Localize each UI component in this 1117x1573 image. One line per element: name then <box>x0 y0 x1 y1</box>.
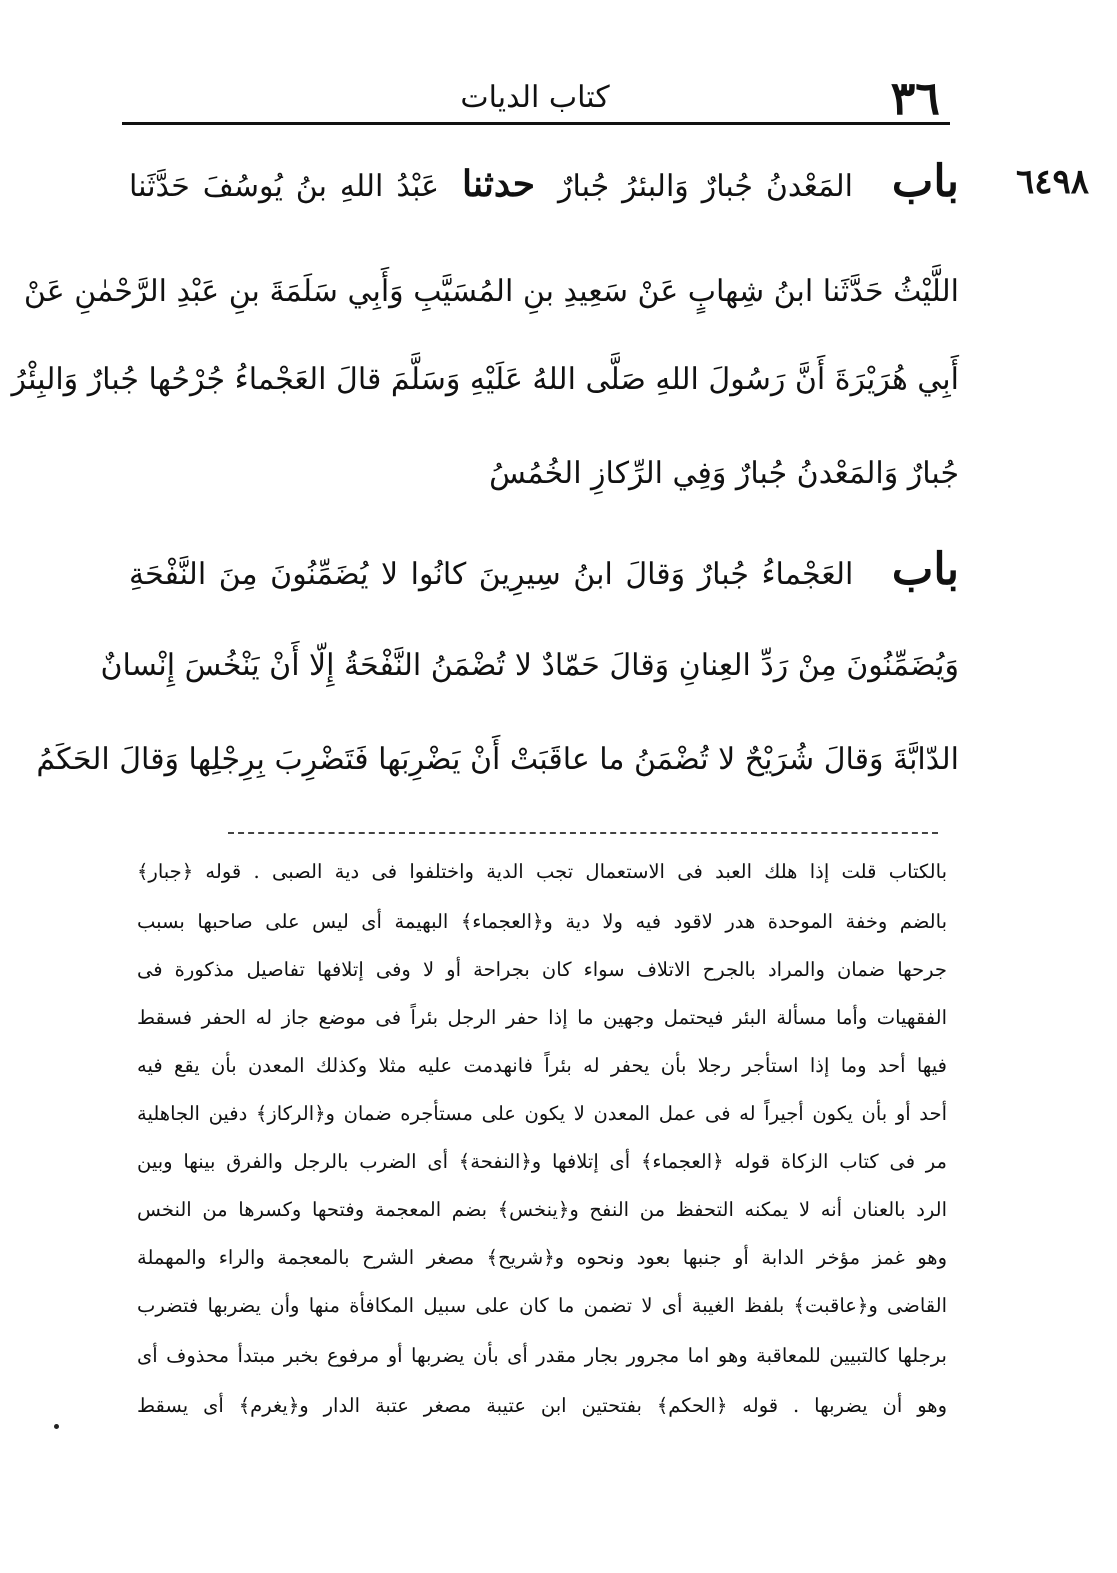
main-text-line-2: اللَّيْثُ حَدَّثَنا ابنُ شِهابٍ عَنْ سَعِيدِ بنِ المُسَيَّبِ وَأَبِي سَلَمَةَ بنِ عَبْدِ الرَّحْمٰنِ عَنْ <box>23 274 959 309</box>
commentary-line: بالكتاب قلت إذا هلك العبد فى الاستعمال تجب الدية واختلفوا فى دية الصبى . قوله ﴿جبار﴾ <box>137 860 947 883</box>
commentary-line: الفقهيات وأما مسألة البئر فيحتمل وجهين ما إذا حفر الرجل بئراً فى موضع جاز له الحفر فسقط <box>137 1006 947 1029</box>
commentary-line: مر فى كتاب الزكاة قوله ﴿العجماء﴾ أى إتلافها و﴿النفحة﴾ أى الضرب بالرجل والفرق بينها وبين <box>137 1150 947 1173</box>
page-header <box>120 70 950 125</box>
main-text-line-6: وَيُضَمِّنُونَ مِنْ رَدِّ العِنانِ وَقالَ حَمّادٌ لا تُضْمَنُ النَّفْحَةُ إِلّا أَنْ يَنْخُسَ إِنْسانٌ <box>100 648 959 683</box>
chapter-title: المَعْدنُ جُبارٌ وَالبئرُ جُبارٌ <box>557 169 853 204</box>
commentary-line: أحد أو بأن يكون أجيراً له فى عمل المعدن لا يكون على مستأجره ضمان و﴿الركاز﴾ دفين الجاهلية <box>137 1102 947 1125</box>
header-rule <box>122 122 950 125</box>
commentary-line: وهو أن يضربها . قوله ﴿الحكم﴾ بفتحتين ابن عتيبة مصغر عتبة الدار و﴿يغرم﴾ أى يسقط <box>137 1394 947 1417</box>
running-title: كتاب الديات <box>460 80 610 115</box>
main-text-line-7: الدّابَّةَ وَقالَ شُرَيْحٌ لا تُضْمَنُ ما عاقَبَتْ أَنْ يَضْرِبَها فَتَضْرِبَ بِرِجْلِها وَقالَ الحَكَمُ <box>36 742 959 777</box>
main-text-line-4: جُبارٌ وَالمَعْدنُ جُبارٌ وَفِي الرِّكازِ الخُمُسُ <box>489 456 959 491</box>
commentary-line: جرحها ضمان والمراد بالجرح الاتلاف سواء كان بجراحة أو لا وفى إتلافها تفاصيل مذكورة فى <box>137 958 947 981</box>
bab-heading: باب <box>891 156 959 207</box>
main-text-line-1 <box>129 152 959 217</box>
commentary-line: القاضى و﴿عاقبت﴾ بلفظ الغيبة أى لا تضمن ما كان على سبيل المكافأة منها وأن يضربها فتضرب <box>137 1294 947 1317</box>
commentary-line: فيها أحد وما إذا استأجر رجلا بأن يحفر له بئراً فانهدمت عليه مثلا وكذلك المعدن بأن يقع فيه <box>137 1054 947 1077</box>
commentary-line: برجلها كالتبيين للمعاقبة وهو اما مجرور بجار مقدر أى بأن يضربها أو مرفوع بخبر مبتدأ محذوف أى <box>137 1344 947 1367</box>
commentary-line: بالضم وخفة الموحدة هدر لاقود فيه ولا دية و﴿العجماء﴾ البهيمة أى ليس على صاحبها بسبب <box>137 910 947 933</box>
main-text-line-3: أَبِي هُرَيْرَةَ أَنَّ رَسُولَ اللهِ صَلَّى اللهُ عَلَيْهِ وَسَلَّمَ قالَ العَجْماءُ جُرْحُها جُبارٌ وَالبِئْرُ <box>11 362 959 397</box>
ink-dot <box>54 1424 59 1429</box>
chapter-title: العَجْماءُ جُبارٌ وَقالَ ابنُ سِيرِينَ كانُوا لا يُضَمِّنُونَ مِنَ النَّفْحَةِ <box>129 557 854 592</box>
commentary-line: الرد بالعنان أنه لا يمكنه التحفظ من النفح و﴿ينخس﴾ بضم المعجمة وفتحها وكسرها من النخس <box>137 1198 947 1221</box>
narrator-chain: عَبْدُ اللهِ بنُ يُوسُفَ حَدَّثَنا <box>129 169 440 204</box>
footnote-separator <box>228 832 938 834</box>
haddathana-label: حدثنا <box>462 163 536 205</box>
commentary-line: وهو غمز مؤخر الدابة أو جنبها بعود ونحوه و﴿شريح﴾ مصغر الشرح بالمعجمة والراء والمهملة <box>137 1246 947 1269</box>
hadith-number: ٦٤٩٨ <box>1015 162 1089 202</box>
page-number: ٣٦ <box>890 71 940 125</box>
bab-heading: باب <box>891 544 959 595</box>
main-text-line-5 <box>129 540 959 605</box>
